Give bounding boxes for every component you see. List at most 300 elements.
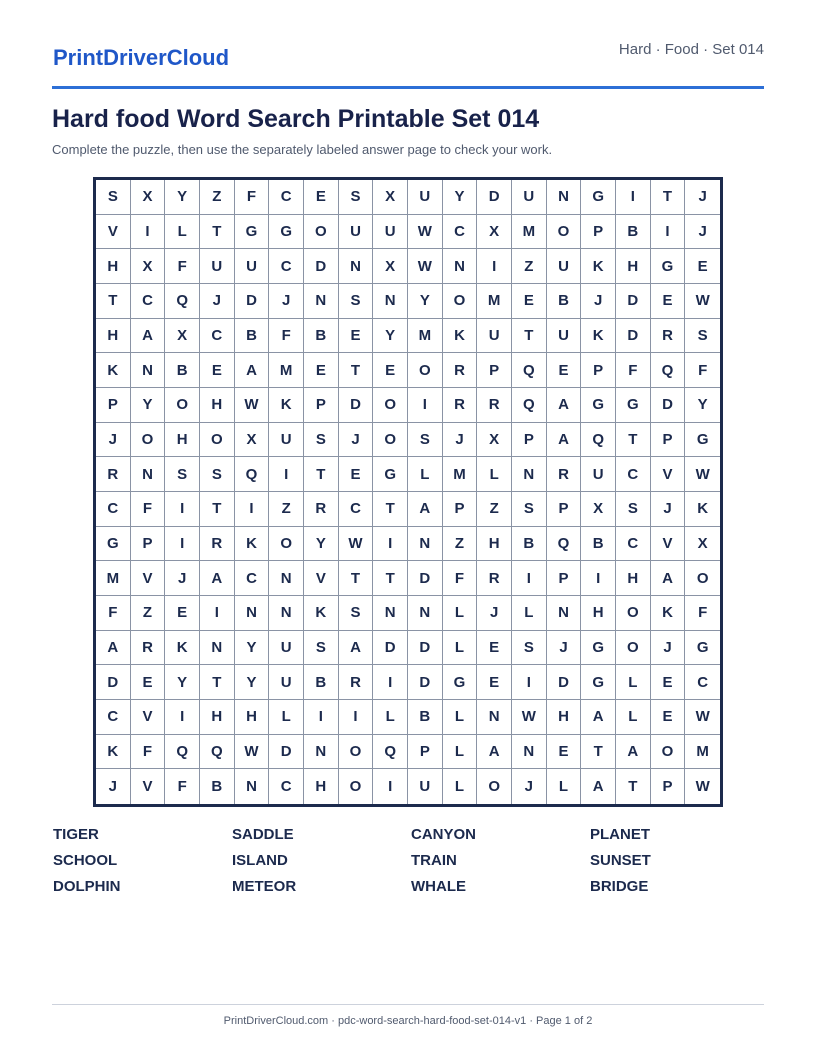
grid-cell: I <box>512 665 547 700</box>
grid-cell: C <box>96 492 131 527</box>
grid-cell: A <box>339 631 374 666</box>
grid-cell: X <box>373 249 408 284</box>
grid-cell: F <box>685 353 720 388</box>
grid-cell: R <box>200 527 235 562</box>
grid-cell: Y <box>131 388 166 423</box>
grid-cell: P <box>512 423 547 458</box>
grid-cell: O <box>269 527 304 562</box>
grid-cell: A <box>651 561 686 596</box>
grid-cell: Q <box>547 527 582 562</box>
grid-cell: H <box>616 249 651 284</box>
grid-cell: I <box>651 215 686 250</box>
word-list-item: WHALE <box>411 878 466 895</box>
grid-cell: L <box>512 596 547 631</box>
grid-cell: R <box>547 457 582 492</box>
grid-cell: N <box>547 180 582 215</box>
grid-cell: B <box>304 665 339 700</box>
grid-cell: F <box>96 596 131 631</box>
word-list-item: CANYON <box>411 826 477 843</box>
grid-cell: S <box>339 180 374 215</box>
grid-cell: H <box>581 596 616 631</box>
grid-cell: K <box>581 249 616 284</box>
grid-cell: N <box>235 596 270 631</box>
grid-cell: C <box>200 319 235 354</box>
grid-cell: E <box>651 665 686 700</box>
grid-cell: M <box>269 353 304 388</box>
grid-cell: J <box>685 180 720 215</box>
grid-cell: C <box>269 769 304 804</box>
grid-cell: K <box>304 596 339 631</box>
grid-cell: I <box>269 457 304 492</box>
grid-cell: N <box>547 596 582 631</box>
grid-cell: M <box>512 215 547 250</box>
grid-cell: T <box>616 423 651 458</box>
grid-cell: U <box>373 215 408 250</box>
grid-cell: N <box>269 596 304 631</box>
grid-cell: P <box>96 388 131 423</box>
grid-cell: I <box>165 492 200 527</box>
grid-cell: L <box>443 769 478 804</box>
grid-cell: Y <box>165 180 200 215</box>
word-list-item: DOLPHIN <box>53 878 121 895</box>
grid-cell: U <box>235 249 270 284</box>
grid-cell: R <box>96 457 131 492</box>
grid-cell: D <box>651 388 686 423</box>
grid-cell: L <box>443 596 478 631</box>
brand-logo: PrintDriverCloud <box>53 45 230 70</box>
grid-cell: T <box>339 561 374 596</box>
grid-cell: S <box>165 457 200 492</box>
grid-cell: C <box>96 700 131 735</box>
breadcrumb: Hard · Food · Set 014 <box>618 41 764 58</box>
grid-cell: N <box>443 249 478 284</box>
grid-cell: E <box>165 596 200 631</box>
grid-cell: J <box>269 284 304 319</box>
grid-cell: V <box>131 700 166 735</box>
grid-cell: N <box>477 700 512 735</box>
grid-cell: G <box>443 665 478 700</box>
grid-cell: I <box>165 700 200 735</box>
grid-cell: W <box>695 778 710 796</box>
grid-cell: O <box>339 735 374 770</box>
grid-cell: I <box>477 249 512 284</box>
grid-cell: G <box>581 180 616 215</box>
grid-cell: G <box>685 423 720 458</box>
grid-cell: R <box>443 388 478 423</box>
grid-cell: R <box>651 319 686 354</box>
grid-cell: L <box>165 215 200 250</box>
word-list-item: TIGER <box>53 826 99 843</box>
grid-cell: Z <box>443 527 478 562</box>
grid-cell: U <box>547 249 582 284</box>
grid-cell: N <box>339 249 374 284</box>
grid-cell: E <box>547 735 582 770</box>
grid-cell: G <box>235 215 270 250</box>
grid-cell: D <box>235 284 270 319</box>
grid-cell: V <box>304 561 339 596</box>
grid-cell: K <box>581 319 616 354</box>
grid-cell: H <box>235 700 270 735</box>
grid-cell: Y <box>373 319 408 354</box>
grid-cell: H <box>477 527 512 562</box>
grid-cell: I <box>581 561 616 596</box>
grid-cell: J <box>96 423 131 458</box>
grid-cell: F <box>131 492 166 527</box>
grid-cell: N <box>373 284 408 319</box>
grid-cell: L <box>443 735 478 770</box>
page-header <box>52 0 764 89</box>
grid-cell: D <box>616 319 651 354</box>
grid-cell: X <box>235 423 270 458</box>
page-subtitle: Complete the puzzle, then use the separately labeled answer page to check your work. <box>52 142 553 157</box>
grid-cell: O <box>339 769 374 804</box>
grid-cell: T <box>651 180 686 215</box>
grid-cell: C <box>269 249 304 284</box>
grid-cell: S <box>616 492 651 527</box>
grid-cell: E <box>304 180 339 215</box>
grid-cell: T <box>616 769 651 804</box>
grid-cell: K <box>443 319 478 354</box>
grid-cell: A <box>408 492 443 527</box>
grid-cell: S <box>200 457 235 492</box>
grid-cell: E <box>373 353 408 388</box>
grid-cell: D <box>408 631 443 666</box>
grid-cell: S <box>408 423 443 458</box>
grid-cell: I <box>408 388 443 423</box>
grid-cell: R <box>304 492 339 527</box>
grid-cell: X <box>685 527 720 562</box>
grid-cell: D <box>373 631 408 666</box>
grid-cell: Z <box>200 180 235 215</box>
grid-cell: Y <box>235 631 270 666</box>
grid-cell: D <box>96 665 131 700</box>
grid-cell: Z <box>512 249 547 284</box>
grid-cell: H <box>96 319 131 354</box>
grid-cell: P <box>408 735 443 770</box>
grid-cell: N <box>235 769 270 804</box>
grid-cell: T <box>200 492 235 527</box>
grid-cell: Q <box>235 457 270 492</box>
grid-cell: A <box>200 561 235 596</box>
grid-cell: E <box>339 319 374 354</box>
grid-cell: D <box>408 665 443 700</box>
grid-cell: D <box>339 388 374 423</box>
grid-cell: R <box>477 388 512 423</box>
grid-cell: X <box>581 492 616 527</box>
grid-cell: Y <box>165 665 200 700</box>
grid-cell: T <box>200 215 235 250</box>
grid-cell: A <box>547 388 582 423</box>
grid-cell: I <box>373 769 408 804</box>
grid-cell: K <box>165 631 200 666</box>
grid-cell: P <box>443 492 478 527</box>
grid-cell: O <box>165 388 200 423</box>
grid-cell: U <box>408 180 443 215</box>
grid-cell: J <box>443 423 478 458</box>
grid-cell: G <box>685 631 720 666</box>
grid-cell: E <box>477 631 512 666</box>
grid-cell: K <box>685 492 720 527</box>
grid-cell: J <box>512 769 547 804</box>
grid-cell: S <box>339 596 374 631</box>
grid-cell: H <box>200 700 235 735</box>
grid-cell: Z <box>269 492 304 527</box>
grid-cell: H <box>547 700 582 735</box>
grid-cell: U <box>200 249 235 284</box>
grid-cell: U <box>477 319 512 354</box>
grid-cell: O <box>408 353 443 388</box>
grid-cell: M <box>685 735 720 770</box>
grid-cell: O <box>685 561 720 596</box>
grid-cell: V <box>131 561 166 596</box>
grid-cell: T <box>373 492 408 527</box>
grid-cell: U <box>339 215 374 250</box>
grid-cell: T <box>96 284 131 319</box>
grid-cell: D <box>547 665 582 700</box>
grid-cell: M <box>443 457 478 492</box>
grid-cell: U <box>269 665 304 700</box>
grid-cell: G <box>373 457 408 492</box>
grid-cell: F <box>616 353 651 388</box>
grid-cell: C <box>616 457 651 492</box>
grid-cell: N <box>304 735 339 770</box>
grid-cell: L <box>443 700 478 735</box>
grid-cell: P <box>131 527 166 562</box>
grid-cell: V <box>131 769 166 804</box>
grid-cell: O <box>547 215 582 250</box>
grid-cell: K <box>235 527 270 562</box>
grid-cell: G <box>96 527 131 562</box>
grid-cell: N <box>131 353 166 388</box>
grid-cell: T <box>581 735 616 770</box>
grid-cell: H <box>616 561 651 596</box>
grid-cell: Q <box>165 735 200 770</box>
word-list-item: SCHOOL <box>53 852 118 869</box>
grid-cell: W <box>685 284 720 319</box>
word-search-grid <box>93 177 723 807</box>
grid-cell: E <box>651 700 686 735</box>
grid-cell: L <box>443 631 478 666</box>
grid-cell: P <box>547 561 582 596</box>
grid-cell: S <box>96 180 131 215</box>
grid-cell: X <box>477 215 512 250</box>
grid-cell: M <box>408 319 443 354</box>
grid-cell: I <box>304 700 339 735</box>
grid-cell: S <box>685 319 720 354</box>
grid-cell: H <box>165 423 200 458</box>
word-list-item: TRAIN <box>411 852 457 869</box>
grid-cell: S <box>339 284 374 319</box>
grid-cell: T <box>339 353 374 388</box>
grid-cell: A <box>477 735 512 770</box>
grid-cell: W <box>685 457 720 492</box>
grid-cell: B <box>616 215 651 250</box>
grid-cell: O <box>200 423 235 458</box>
grid-cell: U <box>581 457 616 492</box>
grid-cell: W <box>408 249 443 284</box>
grid-cell: O <box>373 423 408 458</box>
grid-cell: V <box>96 215 131 250</box>
word-list-item: ISLAND <box>232 852 288 869</box>
grid-cell: F <box>685 596 720 631</box>
grid-cell: K <box>651 596 686 631</box>
grid-cell: W <box>408 215 443 250</box>
word-list-item: BRIDGE <box>590 878 649 895</box>
grid-cell: N <box>200 631 235 666</box>
grid-cell: U <box>512 180 547 215</box>
grid-cell: I <box>200 596 235 631</box>
grid-cell: E <box>200 353 235 388</box>
grid-cell: Q <box>651 353 686 388</box>
grid-cell: U <box>408 769 443 804</box>
grid-cell: Y <box>685 388 720 423</box>
grid-cell: I <box>165 527 200 562</box>
grid-cell: J <box>651 492 686 527</box>
grid-cell: T <box>200 665 235 700</box>
grid-cell: N <box>408 527 443 562</box>
grid-cell: E <box>477 665 512 700</box>
grid-cell: P <box>304 388 339 423</box>
grid-cell: P <box>651 769 686 804</box>
grid-cell: O <box>304 215 339 250</box>
grid-cell: X <box>477 423 512 458</box>
grid-cell: F <box>165 249 200 284</box>
grid-cell: V <box>651 527 686 562</box>
grid-cell: T <box>304 457 339 492</box>
grid-cell: O <box>131 423 166 458</box>
grid-cell: N <box>269 561 304 596</box>
grid-cell: S <box>512 631 547 666</box>
grid-cell: F <box>165 769 200 804</box>
grid-cell: P <box>651 423 686 458</box>
grid-cell: J <box>651 631 686 666</box>
grid-cell: K <box>269 388 304 423</box>
grid-cell: N <box>408 596 443 631</box>
grid-cell: G <box>581 388 616 423</box>
grid-cell: N <box>512 457 547 492</box>
grid-cell: O <box>373 388 408 423</box>
grid-cell: A <box>547 423 582 458</box>
footer-divider <box>52 1004 764 1005</box>
grid-cell: A <box>96 631 131 666</box>
grid-cell: C <box>235 561 270 596</box>
grid-cell: Q <box>581 423 616 458</box>
grid-cell: H <box>304 769 339 804</box>
grid-cell: T <box>373 561 408 596</box>
grid-cell: M <box>96 561 131 596</box>
word-list-item: SADDLE <box>232 826 294 843</box>
grid-cell: D <box>304 249 339 284</box>
grid-cell: N <box>304 284 339 319</box>
grid-cell: R <box>131 631 166 666</box>
grid-cell: B <box>581 527 616 562</box>
grid-cell: O <box>616 631 651 666</box>
grid-cell: W <box>512 700 547 735</box>
grid-cell: D <box>269 735 304 770</box>
grid-cell: K <box>96 735 131 770</box>
grid-cell: S <box>304 631 339 666</box>
grid-cell: J <box>477 596 512 631</box>
grid-cell: A <box>581 769 616 804</box>
grid-cell: D <box>477 180 512 215</box>
word-list <box>53 825 769 903</box>
grid-cell: L <box>269 700 304 735</box>
grid-cell: L <box>408 457 443 492</box>
grid-cell: B <box>235 319 270 354</box>
grid-cell: R <box>443 353 478 388</box>
grid-cell: L <box>373 700 408 735</box>
grid-cell: J <box>96 769 131 804</box>
grid-cell: Z <box>477 492 512 527</box>
grid-cell: Y <box>235 665 270 700</box>
grid-cell: B <box>408 700 443 735</box>
grid-cell: E <box>339 457 374 492</box>
grid-cell: J <box>547 631 582 666</box>
grid-cell: R <box>339 665 374 700</box>
grid-cell: F <box>235 180 270 215</box>
grid-cell: E <box>547 353 582 388</box>
grid-cell: N <box>512 735 547 770</box>
grid-cell: X <box>165 319 200 354</box>
grid-cell: C <box>443 215 478 250</box>
grid-cell: X <box>131 180 166 215</box>
grid-cell: O <box>651 735 686 770</box>
grid-cell: W <box>685 700 720 735</box>
grid-cell: P <box>581 353 616 388</box>
grid-cell: Z <box>131 596 166 631</box>
grid-cell: Q <box>165 284 200 319</box>
grid-cell: Y <box>304 527 339 562</box>
grid-cell: L <box>616 700 651 735</box>
grid-cell: E <box>651 284 686 319</box>
grid-cell: G <box>651 249 686 284</box>
grid-cell: T <box>512 319 547 354</box>
grid-cell: V <box>651 457 686 492</box>
grid-cell: O <box>616 596 651 631</box>
grid-cell: D <box>616 284 651 319</box>
grid-cell: C <box>685 665 720 700</box>
grid-cell: C <box>616 527 651 562</box>
grid-cell: Q <box>512 353 547 388</box>
grid-cell: Y <box>443 180 478 215</box>
grid-cell: G <box>269 215 304 250</box>
grid-cell: I <box>512 561 547 596</box>
grid-cell: B <box>165 353 200 388</box>
grid-cell: I <box>131 215 166 250</box>
grid-cell: I <box>339 700 374 735</box>
grid-cell: A <box>235 353 270 388</box>
grid-cell: A <box>616 735 651 770</box>
grid-cell: L <box>616 665 651 700</box>
grid-cell: F <box>443 561 478 596</box>
grid-cell: D <box>408 561 443 596</box>
grid-cell: I <box>235 492 270 527</box>
grid-cell: P <box>547 492 582 527</box>
grid-cell: S <box>512 492 547 527</box>
grid-cell: A <box>581 700 616 735</box>
grid-cell: C <box>339 492 374 527</box>
grid-cell: J <box>581 284 616 319</box>
grid-cell: Y <box>408 284 443 319</box>
grid-cell: Q <box>200 735 235 770</box>
grid-cell: U <box>269 631 304 666</box>
grid-cell: X <box>131 249 166 284</box>
grid-cell: G <box>581 631 616 666</box>
word-list-item: SUNSET <box>590 852 651 869</box>
grid-cell: S <box>304 423 339 458</box>
grid-cell: M <box>477 284 512 319</box>
grid-cell: L <box>477 457 512 492</box>
